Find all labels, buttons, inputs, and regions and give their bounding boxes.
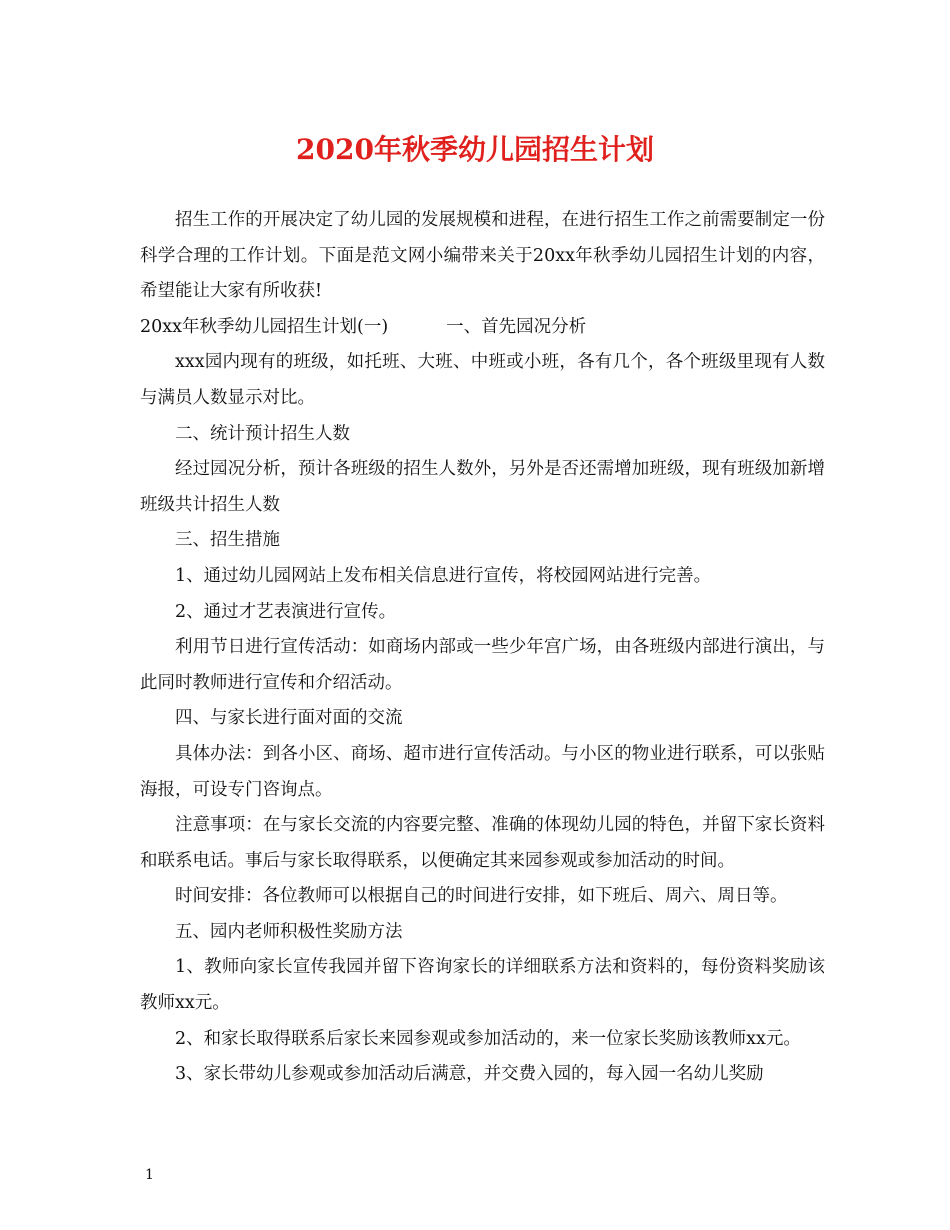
paragraph-website: 1、通过幼儿园网站上发布相关信息进行宣传，将校园网站进行完善。 [175, 565, 712, 586]
section2-heading: 二、统计预计招生人数 [175, 423, 350, 444]
plan-heading-line [140, 310, 825, 346]
paragraph-schedule: 时间安排：各位教师可以根据自己的时间进行安排，如下班后、周六、周日等。 [175, 886, 788, 907]
document-body [140, 203, 825, 1093]
paragraph-enrollment-estimate: 经过园况分析，预计各班级的招生人数外，另外是否还需增加班级，现有班级加新增班级共计招生人数 [140, 459, 825, 515]
intro-paragraph: 招生工作的开展决定了幼儿园的发展规模和进程，在进行招生工作之前需要制定一份科学合理的工作计划。下面是范文网小编带来关于20xx年秋季幼儿园招生计划的内容，希望能让大家有所收获! [140, 210, 825, 302]
document-title: 2020年秋季幼儿园招生计划 [296, 133, 654, 166]
paragraph-reward-3: 3、家长带幼儿参观或参加活动后满意，并交费入园的，每入园一名幼儿奖励 [175, 1064, 764, 1085]
plan-heading: 20xx年秋季幼儿园招生计划(一) [140, 316, 389, 337]
paragraph-talent-show: 2、通过才艺表演进行宣传。 [175, 601, 397, 622]
section4-heading: 四、与家长进行面对面的交流 [175, 708, 403, 729]
paragraph-reward-1: 1、教师向家长宣传我园并留下咨询家长的详细联系方法和资料的，每份资料奖励该教师xx元。 [140, 957, 825, 1014]
section5-heading: 五、园内老师积极性奖励方法 [175, 921, 403, 942]
page-number: 1 [145, 1167, 154, 1183]
paragraph-notes: 注意事项：在与家长交流的内容要完整、准确的体现幼儿园的特色，并留下家长资料和联系电话。事后与家长取得联系，以便确定其来园参观或参加活动的时间。 [140, 815, 825, 871]
section1-heading: 一、首先园况分析 [446, 316, 587, 337]
paragraph-holiday-activities: 利用节日进行宣传活动：如商场内部或一些少年宫广场，由各班级内部进行演出，与此同时教师进行宣传和介绍活动。 [140, 637, 825, 693]
paragraph-class-analysis: xxx园内现有的班级，如托班、大班、中班或小班，各有几个，各个班级里现有人数与满员人数显示对比。 [140, 352, 825, 408]
paragraph-method: 具体办法：到各小区、商场、超市进行宣传活动。与小区的物业进行联系，可以张贴海报，可设专门咨询点。 [140, 743, 825, 800]
paragraph-reward-2: 2、和家长取得联系后家长来园参观或参加活动的，来一位家长奖励该教师xx元。 [175, 1028, 801, 1049]
section3-heading: 三、招生措施 [175, 530, 280, 551]
